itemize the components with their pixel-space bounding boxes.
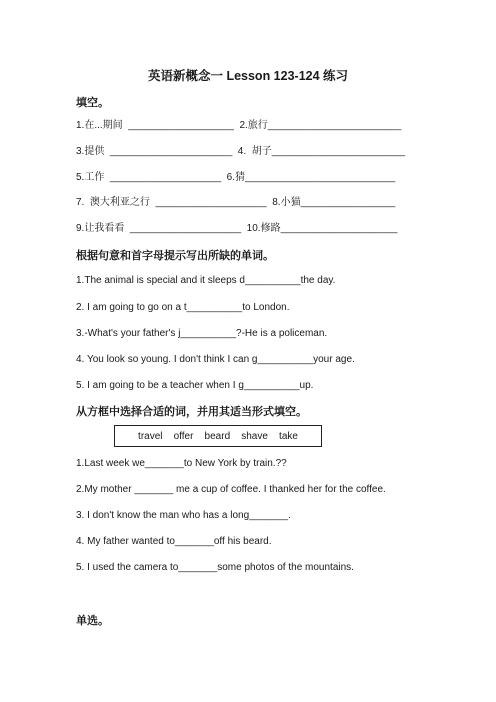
section-heading-first-letter: 根据句意和首字母提示写出所缺的单词。 [76,250,274,262]
fill-blank-line-5: 9.让我看看 ____________________ 10.修路_____________________ [76,223,398,234]
word-box-line-3: 3. I don't know the man who has a long_______. [76,510,291,521]
word-box-line-5: 5. I used the camera to_______some photos of the mountains. [76,562,354,573]
first-letter-line-3: 3.-What's your father's j__________?-He is a policeman. [76,328,328,339]
section-heading-fill-blank: 填空。 [76,97,109,109]
fill-blank-line-1: 1.在...期间 ___________________ 2.旅行________________________ [76,120,402,131]
first-letter-line-4: 4. You look so young. I don't think I can g__________your age. [76,354,355,365]
page-title: 英语新概念一 Lesson 123-124 练习 [147,69,349,83]
first-letter-line-1: 1.The animal is special and it sleeps d__________the day. [76,275,336,286]
word-box: travel offer beard shave take [114,425,322,447]
first-letter-line-5: 5. I am going to be a teacher when I g__________up. [76,380,314,391]
word-box-line-4: 4. My father wanted to_______off his beard. [76,536,272,547]
section-heading-word-box: 从方框中选择合适的词，并用其适当形式填空。 [76,406,307,418]
fill-blank-line-3: 5.工作 ____________________ 6.猜___________________________ [76,172,396,183]
fill-blank-line-2: 3.提供 ______________________ 4. 胡子________________________ [76,146,406,157]
fill-blank-line-4: 7. 澳大利亚之行 ____________________ 8.小猫_________________ [76,197,396,208]
word-box-line-1: 1.Last week we_______to New York by train.?? [76,458,287,469]
first-letter-line-2: 2. I am going to go on a t__________to London. [76,302,290,313]
section-heading-multiple-choice: 单选。 [76,615,109,627]
word-box-line-2: 2.My mother _______ me a cup of coffee. I thanked her for the coffee. [76,484,386,495]
